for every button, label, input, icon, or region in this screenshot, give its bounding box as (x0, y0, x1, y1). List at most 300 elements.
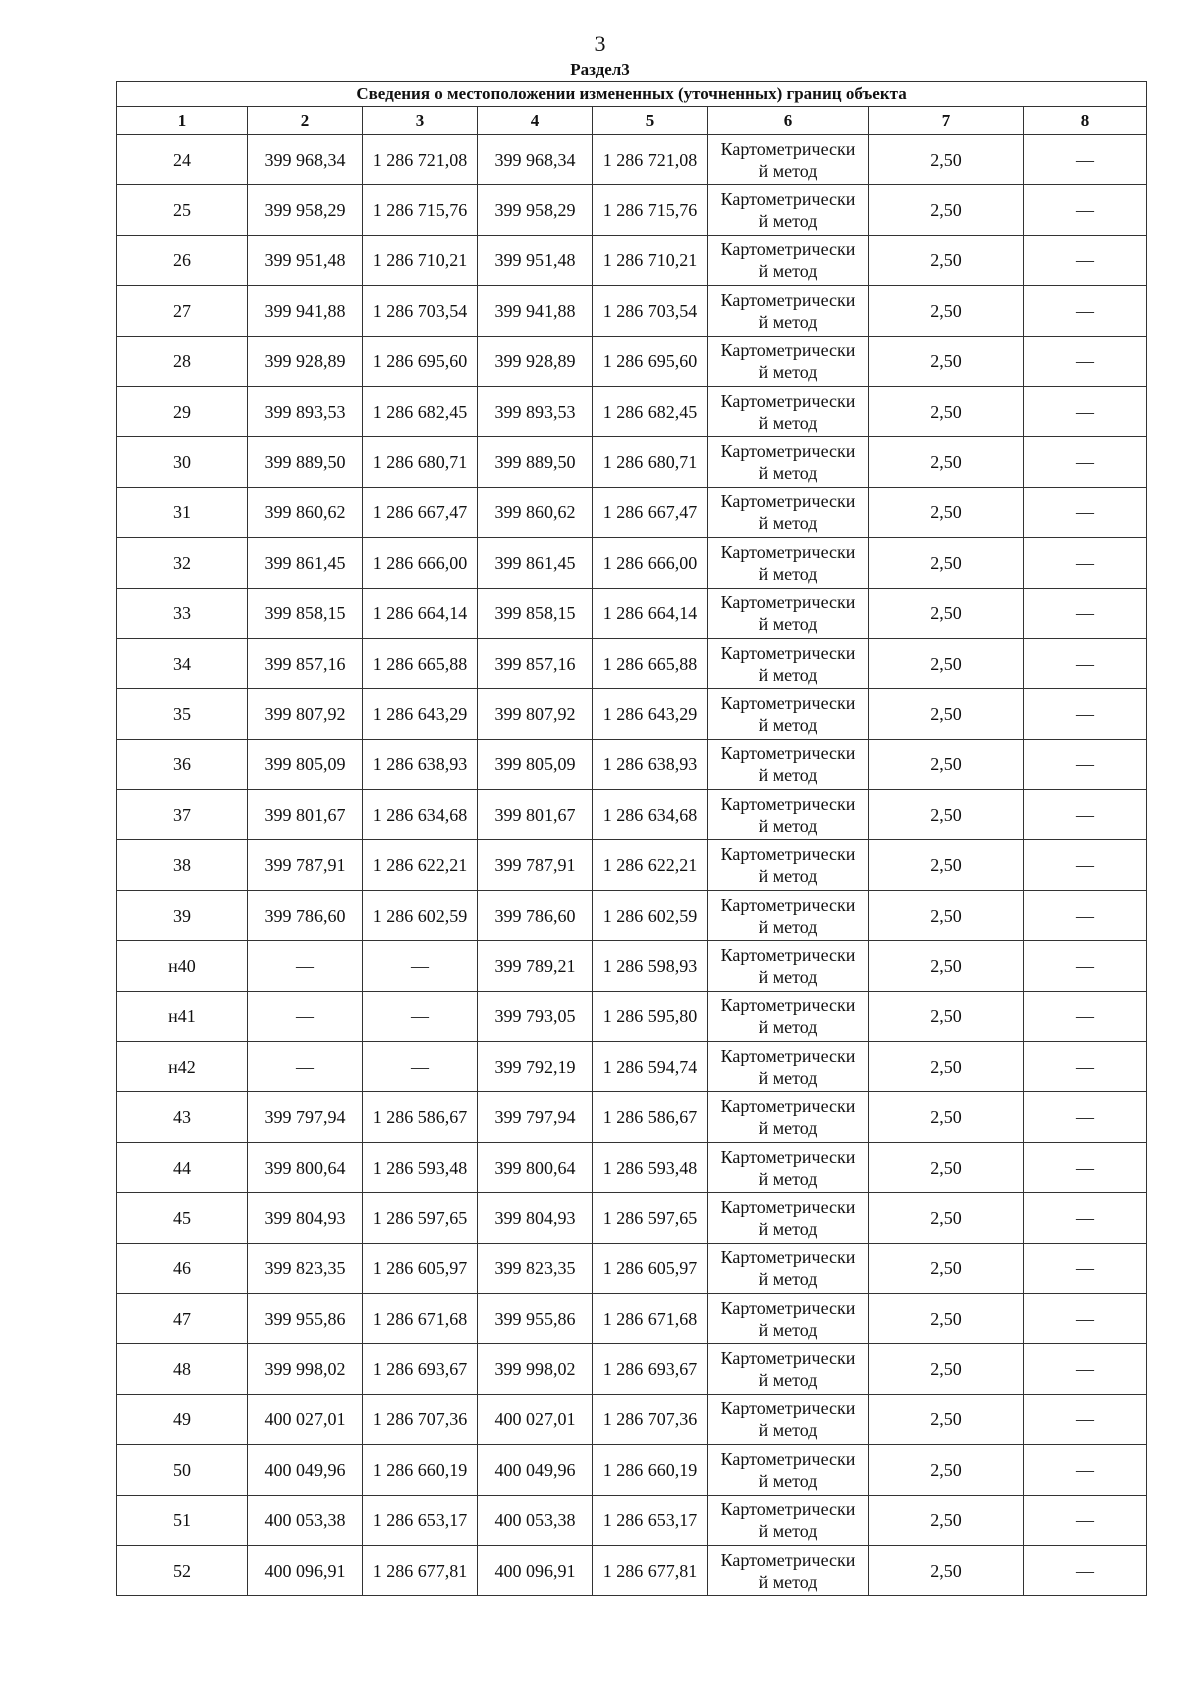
table-row (117, 840, 1147, 890)
y-new-cell: 1 286 638,93 (593, 739, 708, 789)
x-new-cell: 399 858,15 (478, 588, 593, 638)
method-cell (708, 1142, 869, 1192)
x-new-cell: 399 787,91 (478, 840, 593, 890)
method-text-line-2: й метод (758, 160, 818, 181)
y-old-cell: 1 286 667,47 (363, 487, 478, 537)
y-new-cell: 1 286 710,21 (593, 235, 708, 285)
x-old-cell: 399 998,02 (248, 1344, 363, 1394)
x-new-cell: 400 049,96 (478, 1445, 593, 1495)
x-new-cell: 399 800,64 (478, 1142, 593, 1192)
table-row (117, 588, 1147, 638)
x-old-cell: — (248, 1042, 363, 1092)
y-new-cell: 1 286 682,45 (593, 386, 708, 436)
column-number: 2 (248, 107, 363, 135)
x-old-cell: 399 860,62 (248, 487, 363, 537)
method-cell (708, 487, 869, 537)
table-row (117, 1092, 1147, 1142)
method-text-line-2: й метод (758, 1118, 818, 1139)
x-old-cell: 400 027,01 (248, 1394, 363, 1444)
x-new-cell: 399 889,50 (478, 437, 593, 487)
x-old-cell: 399 800,64 (248, 1142, 363, 1192)
table-row (117, 689, 1147, 739)
table-row (117, 487, 1147, 537)
point-number-cell: н40 (117, 941, 248, 991)
table-row (117, 790, 1147, 840)
y-old-cell: 1 286 682,45 (363, 386, 478, 436)
method-text-line-1: Картометрически (720, 1398, 856, 1419)
table-caption-row (117, 82, 1147, 107)
method-cell (708, 386, 869, 436)
point-number-cell: н42 (117, 1042, 248, 1092)
table-row (117, 1445, 1147, 1495)
method-text-line-1: Картометрически (720, 340, 856, 361)
method-cell (708, 538, 869, 588)
method-text-line-1: Картометрически (720, 642, 856, 663)
accuracy-cell: 2,50 (869, 185, 1024, 235)
accuracy-cell: 2,50 (869, 1545, 1024, 1595)
y-old-cell: 1 286 671,68 (363, 1293, 478, 1343)
y-old-cell: 1 286 653,17 (363, 1495, 478, 1545)
method-cell (708, 1394, 869, 1444)
description-cell: — (1024, 739, 1147, 789)
description-cell: — (1024, 1193, 1147, 1243)
method-text-line-1: Картометрически (720, 1196, 856, 1217)
page-number: 3 (594, 31, 606, 56)
y-old-cell: 1 286 597,65 (363, 1193, 478, 1243)
y-old-cell: 1 286 707,36 (363, 1394, 478, 1444)
accuracy-cell: 2,50 (869, 689, 1024, 739)
description-cell: — (1024, 689, 1147, 739)
method-cell (708, 235, 869, 285)
y-old-cell: 1 286 593,48 (363, 1142, 478, 1192)
method-text-line-1: Картометрически (720, 390, 856, 411)
point-number-cell: 28 (117, 336, 248, 386)
description-cell: — (1024, 336, 1147, 386)
method-cell (708, 1193, 869, 1243)
accuracy-cell: 2,50 (869, 386, 1024, 436)
table-row (117, 135, 1147, 185)
accuracy-cell: 2,50 (869, 840, 1024, 890)
description-cell: — (1024, 1142, 1147, 1192)
method-text-line-2: й метод (758, 866, 818, 887)
method-cell (708, 890, 869, 940)
accuracy-cell: 2,50 (869, 1193, 1024, 1243)
method-cell (708, 1243, 869, 1293)
method-text-line-1: Картометрически (720, 692, 856, 713)
table-row (117, 941, 1147, 991)
method-text-line-2: й метод (758, 513, 818, 534)
y-new-cell: 1 286 605,97 (593, 1243, 708, 1293)
description-cell: — (1024, 1394, 1147, 1444)
y-new-cell: 1 286 664,14 (593, 588, 708, 638)
table-row (117, 1293, 1147, 1343)
method-text-line-2: й метод (758, 614, 818, 635)
x-old-cell: 399 805,09 (248, 739, 363, 789)
x-new-cell: 399 805,09 (478, 739, 593, 789)
column-number: 8 (1024, 107, 1147, 135)
x-old-cell: 399 804,93 (248, 1193, 363, 1243)
y-new-cell: 1 286 715,76 (593, 185, 708, 235)
accuracy-cell: 2,50 (869, 437, 1024, 487)
method-text-line-1: Картометрически (720, 592, 856, 613)
description-cell: — (1024, 386, 1147, 436)
point-number-cell: 31 (117, 487, 248, 537)
boundary-coordinates-table (116, 81, 1147, 1596)
x-new-cell: 400 053,38 (478, 1495, 593, 1545)
y-old-cell: 1 286 660,19 (363, 1445, 478, 1495)
table-row (117, 235, 1147, 285)
y-old-cell: — (363, 1042, 478, 1092)
description-cell: — (1024, 1445, 1147, 1495)
x-old-cell: 399 928,89 (248, 336, 363, 386)
x-old-cell: 399 807,92 (248, 689, 363, 739)
x-new-cell: 399 857,16 (478, 638, 593, 688)
x-new-cell: 399 860,62 (478, 487, 593, 537)
x-old-cell: 399 797,94 (248, 1092, 363, 1142)
method-cell (708, 286, 869, 336)
y-old-cell: 1 286 664,14 (363, 588, 478, 638)
x-old-cell: 399 958,29 (248, 185, 363, 235)
accuracy-cell: 2,50 (869, 235, 1024, 285)
point-number-cell: 43 (117, 1092, 248, 1142)
x-old-cell: 400 053,38 (248, 1495, 363, 1545)
method-text-line-1: Картометрически (720, 1297, 856, 1318)
point-number-cell: 24 (117, 135, 248, 185)
point-number-cell: 48 (117, 1344, 248, 1394)
method-text-line-1: Картометрически (720, 1448, 856, 1469)
accuracy-cell: 2,50 (869, 739, 1024, 789)
method-text-line-2: й метод (758, 1370, 818, 1391)
column-number: 6 (708, 107, 869, 135)
x-old-cell: 399 941,88 (248, 286, 363, 336)
x-new-cell: 399 958,29 (478, 185, 593, 235)
method-cell (708, 1344, 869, 1394)
description-cell: — (1024, 185, 1147, 235)
column-number: 3 (363, 107, 478, 135)
description-cell: — (1024, 538, 1147, 588)
column-number-row (117, 107, 1147, 135)
method-cell (708, 437, 869, 487)
y-old-cell: 1 286 703,54 (363, 286, 478, 336)
y-new-cell: 1 286 653,17 (593, 1495, 708, 1545)
table-row (117, 185, 1147, 235)
point-number-cell: 47 (117, 1293, 248, 1343)
y-old-cell: 1 286 622,21 (363, 840, 478, 890)
description-cell: — (1024, 286, 1147, 336)
point-number-cell: 44 (117, 1142, 248, 1192)
accuracy-cell: 2,50 (869, 1042, 1024, 1092)
y-new-cell: 1 286 666,00 (593, 538, 708, 588)
x-new-cell: 399 793,05 (478, 991, 593, 1041)
method-text-line-1: Картометрически (720, 793, 856, 814)
method-text-line-1: Картометрически (720, 1348, 856, 1369)
point-number-cell: н41 (117, 991, 248, 1041)
method-cell (708, 840, 869, 890)
x-old-cell: 400 096,91 (248, 1545, 363, 1595)
y-old-cell: 1 286 710,21 (363, 235, 478, 285)
table-row (117, 1495, 1147, 1545)
x-new-cell: 399 807,92 (478, 689, 593, 739)
method-text-line-1: Картометрически (720, 894, 856, 915)
point-number-cell: 30 (117, 437, 248, 487)
y-old-cell: 1 286 643,29 (363, 689, 478, 739)
method-text-line-2: й метод (758, 311, 818, 332)
y-new-cell: 1 286 595,80 (593, 991, 708, 1041)
description-cell: — (1024, 1293, 1147, 1343)
y-new-cell: 1 286 677,81 (593, 1545, 708, 1595)
description-cell: — (1024, 1545, 1147, 1595)
table-row (117, 538, 1147, 588)
accuracy-cell: 2,50 (869, 638, 1024, 688)
point-number-cell: 50 (117, 1445, 248, 1495)
x-new-cell: 400 027,01 (478, 1394, 593, 1444)
point-number-cell: 52 (117, 1545, 248, 1595)
y-new-cell: 1 286 643,29 (593, 689, 708, 739)
column-number: 7 (869, 107, 1024, 135)
method-text-line-1: Картометрически (720, 239, 856, 260)
y-old-cell: 1 286 680,71 (363, 437, 478, 487)
accuracy-cell: 2,50 (869, 538, 1024, 588)
method-text-line-2: й метод (758, 1470, 818, 1491)
y-new-cell: 1 286 671,68 (593, 1293, 708, 1343)
y-old-cell: 1 286 695,60 (363, 336, 478, 386)
y-new-cell: 1 286 593,48 (593, 1142, 708, 1192)
method-text-line-1: Картометрически (720, 995, 856, 1016)
y-old-cell: 1 286 602,59 (363, 890, 478, 940)
x-new-cell: 399 789,21 (478, 941, 593, 991)
method-text-line-1: Картометрически (720, 944, 856, 965)
description-cell: — (1024, 1344, 1147, 1394)
method-cell (708, 185, 869, 235)
x-new-cell: 399 786,60 (478, 890, 593, 940)
x-new-cell: 399 797,94 (478, 1092, 593, 1142)
description-cell: — (1024, 790, 1147, 840)
accuracy-cell: 2,50 (869, 1243, 1024, 1293)
x-old-cell: 399 889,50 (248, 437, 363, 487)
table-row (117, 1042, 1147, 1092)
table-caption: Сведения о местоположении измененных (уточненных) границ объекта (117, 82, 1147, 107)
point-number-cell: 26 (117, 235, 248, 285)
description-cell: — (1024, 135, 1147, 185)
point-number-cell: 49 (117, 1394, 248, 1444)
x-old-cell: 399 786,60 (248, 890, 363, 940)
y-old-cell: 1 286 605,97 (363, 1243, 478, 1293)
method-text-line-2: й метод (758, 1067, 818, 1088)
description-cell: — (1024, 437, 1147, 487)
accuracy-cell: 2,50 (869, 1092, 1024, 1142)
x-new-cell: 399 951,48 (478, 235, 593, 285)
y-old-cell: 1 286 634,68 (363, 790, 478, 840)
y-new-cell: 1 286 597,65 (593, 1193, 708, 1243)
accuracy-cell: 2,50 (869, 487, 1024, 537)
point-number-cell: 38 (117, 840, 248, 890)
y-old-cell: 1 286 677,81 (363, 1545, 478, 1595)
y-new-cell: 1 286 594,74 (593, 1042, 708, 1092)
method-text-line-2: й метод (758, 1218, 818, 1239)
y-old-cell: 1 286 665,88 (363, 638, 478, 688)
point-number-cell: 32 (117, 538, 248, 588)
description-cell: — (1024, 588, 1147, 638)
accuracy-cell: 2,50 (869, 1445, 1024, 1495)
x-old-cell: — (248, 941, 363, 991)
method-cell (708, 588, 869, 638)
accuracy-cell: 2,50 (869, 991, 1024, 1041)
point-number-cell: 33 (117, 588, 248, 638)
table-row (117, 1545, 1147, 1595)
accuracy-cell: 2,50 (869, 336, 1024, 386)
x-old-cell: 399 951,48 (248, 235, 363, 285)
method-text-line-1: Картометрически (720, 189, 856, 210)
column-number: 1 (117, 107, 248, 135)
table-row (117, 1394, 1147, 1444)
section-title: Раздел3 (570, 60, 630, 79)
description-cell: — (1024, 1042, 1147, 1092)
method-text-line-1: Картометрически (720, 541, 856, 562)
table-row (117, 386, 1147, 436)
accuracy-cell: 2,50 (869, 890, 1024, 940)
method-cell (708, 941, 869, 991)
table-row (117, 286, 1147, 336)
y-old-cell: — (363, 941, 478, 991)
method-text-line-2: й метод (758, 211, 818, 232)
y-new-cell: 1 286 665,88 (593, 638, 708, 688)
x-old-cell: 399 801,67 (248, 790, 363, 840)
x-new-cell: 399 792,19 (478, 1042, 593, 1092)
method-text-line-2: й метод (758, 714, 818, 735)
point-number-cell: 37 (117, 790, 248, 840)
description-cell: — (1024, 1495, 1147, 1545)
method-cell (708, 1042, 869, 1092)
point-number-cell: 25 (117, 185, 248, 235)
x-new-cell: 399 893,53 (478, 386, 593, 436)
method-text-line-2: й метод (758, 563, 818, 584)
x-old-cell: 399 861,45 (248, 538, 363, 588)
point-number-cell: 34 (117, 638, 248, 688)
point-number-cell: 29 (117, 386, 248, 436)
method-text-line-2: й метод (758, 815, 818, 836)
accuracy-cell: 2,50 (869, 1495, 1024, 1545)
x-new-cell: 399 955,86 (478, 1293, 593, 1343)
method-cell (708, 1445, 869, 1495)
description-cell: — (1024, 638, 1147, 688)
table-body (117, 135, 1147, 1596)
y-old-cell: 1 286 715,76 (363, 185, 478, 235)
method-text-line-2: й метод (758, 362, 818, 383)
method-text-line-2: й метод (758, 765, 818, 786)
y-old-cell: 1 286 638,93 (363, 739, 478, 789)
method-cell (708, 1293, 869, 1343)
method-text-line-1: Картометрически (720, 1549, 856, 1570)
x-old-cell: — (248, 991, 363, 1041)
column-number: 4 (478, 107, 593, 135)
accuracy-cell: 2,50 (869, 941, 1024, 991)
description-cell: — (1024, 991, 1147, 1041)
method-cell (708, 739, 869, 789)
description-cell: — (1024, 487, 1147, 537)
accuracy-cell: 2,50 (869, 1293, 1024, 1343)
method-cell (708, 1092, 869, 1142)
method-text-line-2: й метод (758, 1571, 818, 1592)
description-cell: — (1024, 941, 1147, 991)
x-new-cell: 399 968,34 (478, 135, 593, 185)
table-row (117, 890, 1147, 940)
method-text-line-1: Картометрически (720, 491, 856, 512)
y-new-cell: 1 286 598,93 (593, 941, 708, 991)
x-new-cell: 399 804,93 (478, 1193, 593, 1243)
x-new-cell: 399 928,89 (478, 336, 593, 386)
y-new-cell: 1 286 622,21 (593, 840, 708, 890)
y-new-cell: 1 286 703,54 (593, 286, 708, 336)
y-new-cell: 1 286 680,71 (593, 437, 708, 487)
method-text-line-1: Картометрически (720, 1096, 856, 1117)
y-new-cell: 1 286 695,60 (593, 336, 708, 386)
x-old-cell: 399 893,53 (248, 386, 363, 436)
point-number-cell: 51 (117, 1495, 248, 1545)
accuracy-cell: 2,50 (869, 286, 1024, 336)
y-new-cell: 1 286 634,68 (593, 790, 708, 840)
table-row (117, 437, 1147, 487)
x-new-cell: 399 998,02 (478, 1344, 593, 1394)
description-cell: — (1024, 235, 1147, 285)
description-cell: — (1024, 1243, 1147, 1293)
method-text-line-1: Картометрически (720, 1045, 856, 1066)
accuracy-cell: 2,50 (869, 790, 1024, 840)
table-row (117, 739, 1147, 789)
method-text-line-1: Картометрически (720, 743, 856, 764)
y-new-cell: 1 286 693,67 (593, 1344, 708, 1394)
method-text-line-1: Картометрически (720, 138, 856, 159)
x-old-cell: 399 787,91 (248, 840, 363, 890)
y-old-cell: 1 286 693,67 (363, 1344, 478, 1394)
method-cell (708, 135, 869, 185)
table-row (117, 1193, 1147, 1243)
y-new-cell: 1 286 660,19 (593, 1445, 708, 1495)
method-cell (708, 638, 869, 688)
method-text-line-1: Картометрически (720, 1247, 856, 1268)
point-number-cell: 27 (117, 286, 248, 336)
point-number-cell: 45 (117, 1193, 248, 1243)
method-cell (708, 1545, 869, 1595)
point-number-cell: 36 (117, 739, 248, 789)
description-cell: — (1024, 890, 1147, 940)
y-new-cell: 1 286 602,59 (593, 890, 708, 940)
y-old-cell: 1 286 721,08 (363, 135, 478, 185)
method-text-line-2: й метод (758, 412, 818, 433)
method-text-line-1: Картометрически (720, 1146, 856, 1167)
method-text-line-2: й метод (758, 1017, 818, 1038)
method-cell (708, 1495, 869, 1545)
table-row (117, 1142, 1147, 1192)
x-new-cell: 399 823,35 (478, 1243, 593, 1293)
accuracy-cell: 2,50 (869, 1142, 1024, 1192)
table-row (117, 991, 1147, 1041)
method-text-line-2: й метод (758, 1168, 818, 1189)
method-cell (708, 336, 869, 386)
point-number-cell: 39 (117, 890, 248, 940)
method-text-line-2: й метод (758, 1521, 818, 1542)
x-new-cell: 399 861,45 (478, 538, 593, 588)
x-old-cell: 400 049,96 (248, 1445, 363, 1495)
method-text-line-2: й метод (758, 664, 818, 685)
table-row (117, 1243, 1147, 1293)
x-old-cell: 399 858,15 (248, 588, 363, 638)
x-new-cell: 399 941,88 (478, 286, 593, 336)
method-text-line-2: й метод (758, 1420, 818, 1441)
method-text-line-1: Картометрически (720, 844, 856, 865)
y-new-cell: 1 286 721,08 (593, 135, 708, 185)
y-old-cell: — (363, 991, 478, 1041)
accuracy-cell: 2,50 (869, 135, 1024, 185)
